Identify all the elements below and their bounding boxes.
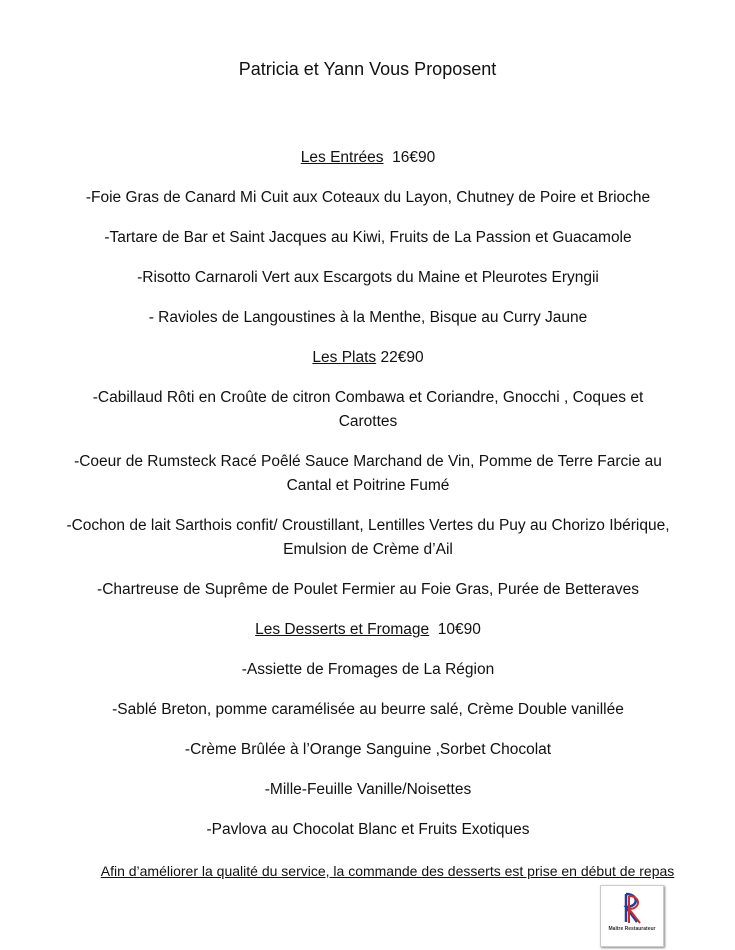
- section-heading-plats: Les Plats 22€90: [312, 349, 424, 366]
- menu-item: -Foie Gras de Canard Mi Cuit aux Coteaux du Layon, Chutney de Poire et Brioche: [85, 189, 651, 206]
- menu-item: -Cochon de lait Sarthois confit/ Croustillant, Lentilles Vertes du Puy au Chorizo Ibérique, Emulsion de Crème d’Ail: [66, 517, 670, 558]
- menu-item: -Coeur de Rumsteck Racé Poêlé Sauce Marchand de Vin, Pomme de Terre Farcie au Cantal et Poitrine Fumé: [74, 453, 662, 494]
- menu-item: -Chartreuse de Suprême de Poulet Fermier au Foie Gras, Purée de Betteraves: [97, 581, 639, 598]
- menu-item: -Assiette de Fromages de La Région: [241, 661, 495, 678]
- menu-item: -Risotto Carnaroli Vert aux Escargots du Maine et Pleurotes Eryngii: [137, 269, 599, 286]
- footnote: Afin d’améliorer la qualité du service, la commande des desserts est prise en début de repas: [100, 863, 675, 879]
- menu-item: -Sablé Breton, pomme caramélisée au beurre salé, Crème Double vanillée: [112, 701, 624, 718]
- section-price: 10€90: [437, 621, 481, 638]
- section-price: 22€90: [380, 349, 424, 366]
- menu-item: -Crème Brûlée à l’Orange Sanguine ,Sorbet Chocolat: [184, 741, 552, 758]
- menu-item: - Ravioles de Langoustines à la Menthe, Bisque au Curry Jaune: [148, 309, 588, 326]
- r-logo-icon: [617, 892, 647, 926]
- maitre-restaurateur-logo: [600, 885, 664, 947]
- section-heading-desserts: Les Desserts et Fromage 10€90: [255, 621, 481, 638]
- logo-text: Maître Restaurateur: [608, 926, 656, 932]
- menu-item: -Pavlova au Chocolat Blanc et Fruits Exotiques: [206, 821, 530, 838]
- menu-body: [62, 146, 674, 858]
- menu-item: -Mille-Feuille Vanille/Noisettes: [264, 781, 472, 798]
- section-price: 16€90: [392, 149, 436, 166]
- section-heading-entrees: Les Entrées 16€90: [300, 149, 436, 166]
- menu-item: -Tartare de Bar et Saint Jacques au Kiwi, Fruits de La Passion et Guacamole: [104, 229, 632, 246]
- menu-item: -Cabillaud Rôti en Croûte de citron Combawa et Coriandre, Gnocchi , Coques et Carottes: [92, 389, 644, 430]
- menu-title: Patricia et Yann Vous Proposent: [238, 59, 497, 79]
